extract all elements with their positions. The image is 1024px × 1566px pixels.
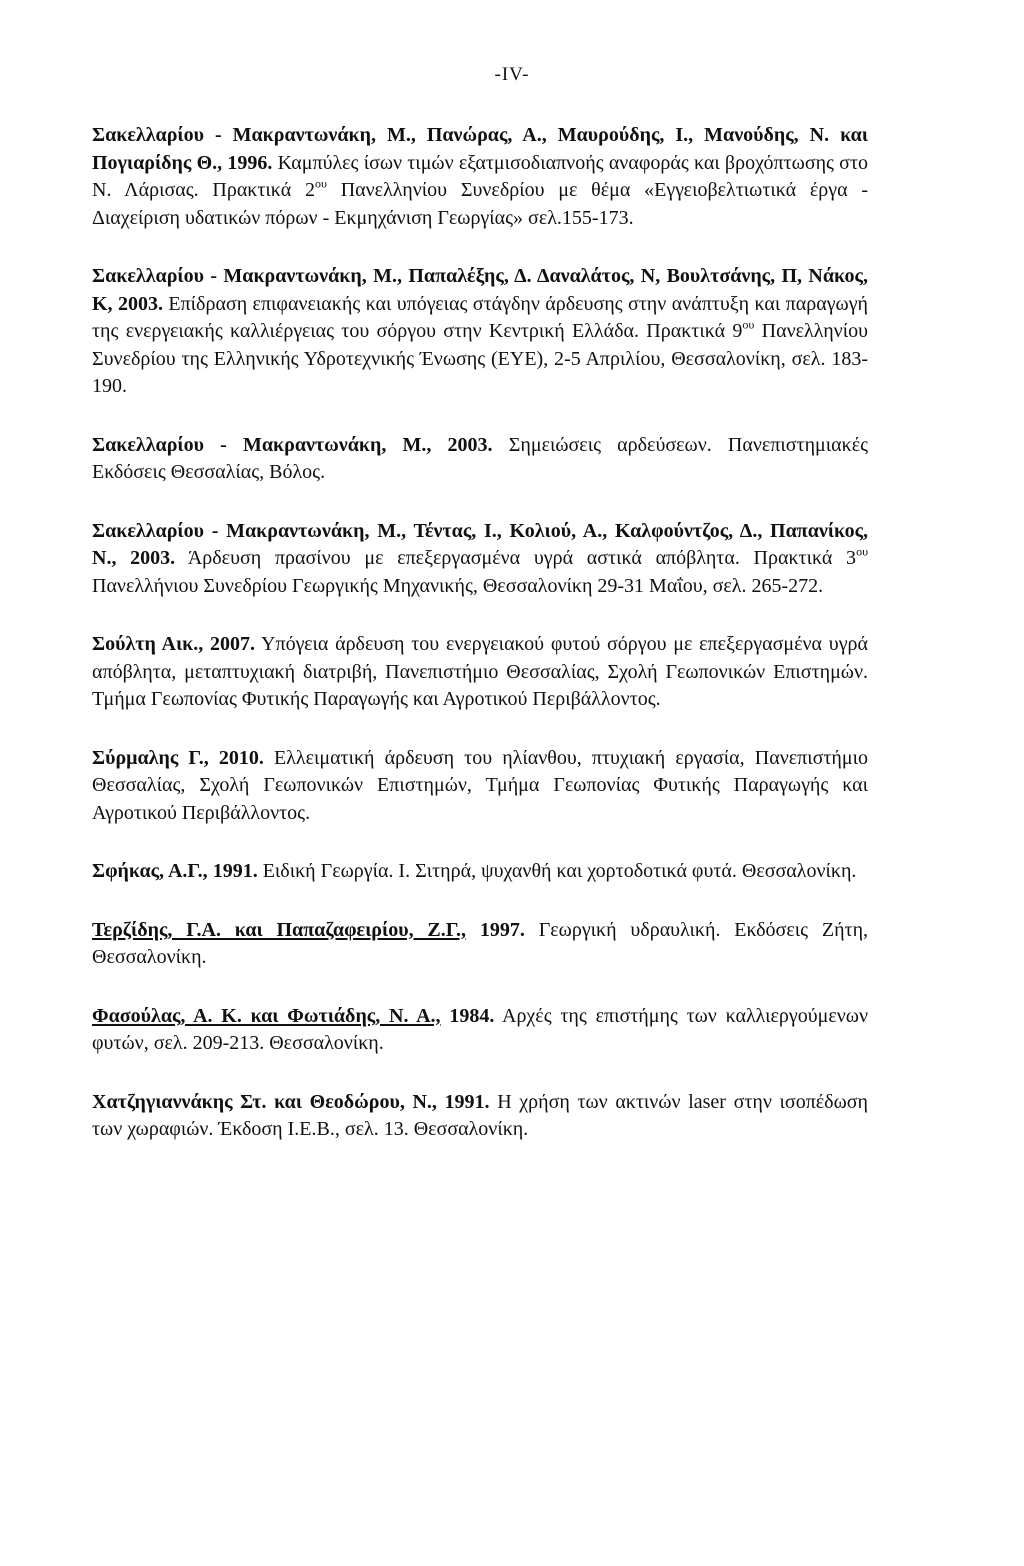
reference-authors: Σακελλαρίου - Μακραντωνάκη, Μ., Πανώρας, Α., Μαυρούδης, Ι., Μανούδης, Ν. και Πογιαρίδης Θ., 1996. [92, 124, 868, 174]
reference-item [92, 432, 868, 487]
reference-text-cont: Πανελληνίου Συνεδρίου με θέμα «Εγγειοβελτιωτικά έργα - Διαχείριση υδατικών πόρων - Εκμηχάνιση Γεωργίας» σελ.155-173. [92, 179, 869, 229]
reference-authors: Σφήκας, Α.Γ., [92, 860, 208, 882]
reference-year: 1991. [212, 860, 258, 882]
reference-text: Ειδική Γεωργία. Ι. Σιτηρά, ψυχανθή και χορτοδοτικά φυτά. Θεσσαλονίκη. [262, 860, 857, 882]
reference-item [92, 745, 868, 828]
reference-authors: Σύρμαλης Γ., [92, 746, 209, 769]
reference-authors: Φασούλας, Α. Κ. και Φωτιάδης, Ν. Α., [92, 1004, 441, 1027]
ordinal-superscript: ου [856, 544, 869, 559]
reference-text: Καμπύλες ίσων τιμών εξατμισοδιαπνοής αναφοράς και βροχόπτωσης στο Ν. Λάρισας. Πρακτικά 2 [92, 151, 869, 201]
reference-text-cont: Πανελληνίου Συνεδρίου της Ελληνικής Υδροτεχνικής Ένωσης (ΕΥΕ), 2-5 Απριλίου, Θεσσαλονίκη, σελ. 183-190. [92, 320, 869, 397]
ordinal-superscript: ου [742, 317, 755, 332]
reference-text: Η χρήση των ακτινών laser στην ισοπέδωση των χωραφιών. Έκδοση Ι.Ε.Β., σελ. 13. Θεσσαλονίκη. [92, 1090, 869, 1140]
reference-year: 2007. [210, 633, 256, 655]
reference-text: Γεωργική υδραυλική. Εκδόσεις Ζήτη, Θεσσαλονίκη. [92, 918, 869, 968]
reference-authors: Σακελλαρίου - Μακραντωνάκη, Μ., Παπαλέξης, Δ. Δαναλάτος, Ν, Βουλτσάνης, Π, Νάκος, Κ, 2003. [92, 265, 868, 315]
reference-item [92, 518, 868, 601]
reference-item [92, 122, 868, 232]
reference-text: Επίδραση επιφανειακής και υπόγειας στάγδην άρδευσης στην ανάπτυξη και παραγωγή της ενεργειακής καλλιέργειας του σόργου στην Κεντρική Ελλάδα. Πρακτικά 9 [92, 292, 868, 342]
reference-text: Υπόγεια άρδευση του ενεργειακού φυτού σόργου με επεξεργασμένα υγρά απόβλητα, μεταπτυχιακή διατριβή, Πανεπιστήμιο Θεσσαλίας, Σχολή Γεωπονικών Επιστημών. Τμήμα Γεωπονίας Φυτικής Παραγωγής και Αγροτικού Περιβάλλοντος. [92, 633, 868, 710]
reference-item [92, 1089, 868, 1144]
reference-text-cont: Πανελλήνιου Συνεδρίου Γεωργικής Μηχανικής, Θεσσαλονίκη 29-31 Μαΐου, σελ. 265-272. [92, 574, 824, 597]
reference-list [92, 122, 868, 1175]
reference-authors: Σούλτη Αικ., [92, 633, 204, 655]
reference-text: Σημειώσεις αρδεύσεων. Πανεπιστημιακές Εκδόσεις Θεσσαλίας, Βόλος. [92, 433, 869, 483]
reference-year: 1997. [479, 918, 525, 941]
reference-year: 1984. [449, 1004, 495, 1027]
reference-authors: Σακελλαρίου - Μακραντωνάκη, Μ., Τέντας, Ι., Κολιού, Α., Καλφούντζος, Δ., Παπανίκος, Ν., 2003. [92, 519, 868, 569]
reference-item [92, 858, 868, 886]
reference-text: Ελλειματική άρδευση του ηλίανθου, πτυχιακή εργασία, Πανεπιστήμιο Θεσσαλίας, Σχολή Γεωπονικών Επιστημών, Τμήμα Γεωπονίας Φυτικής Παραγωγής και Αγροτικού Περιβάλλοντος. [92, 746, 868, 824]
reference-text: Άρδευση πρασίνου με επεξεργασμένα υγρά αστικά απόβλητα. Πρακτικά 3 [187, 547, 857, 569]
reference-authors: Τερζίδης, Γ.Α. και Παπαζαφειρίου, Ζ.Γ., [92, 918, 467, 941]
reference-year: 2010. [218, 746, 264, 769]
reference-item [92, 263, 868, 401]
page-number: -IV- [494, 64, 530, 85]
reference-authors: Σακελλαρίου - Μακραντωνάκη, Μ., 2003. [92, 433, 493, 456]
reference-item [92, 631, 868, 714]
reference-year: 1991. [444, 1090, 490, 1113]
reference-item [92, 1003, 868, 1058]
reference-text: Αρχές της επιστήμης των καλλιεργούμενων φυτών, σελ. 209-213. Θεσσαλονίκη. [92, 1004, 868, 1054]
ordinal-superscript: ου [314, 176, 327, 191]
reference-authors: Χατζηγιαννάκης Στ. και Θεοδώρου, Ν., [92, 1090, 437, 1113]
reference-item [92, 917, 868, 972]
